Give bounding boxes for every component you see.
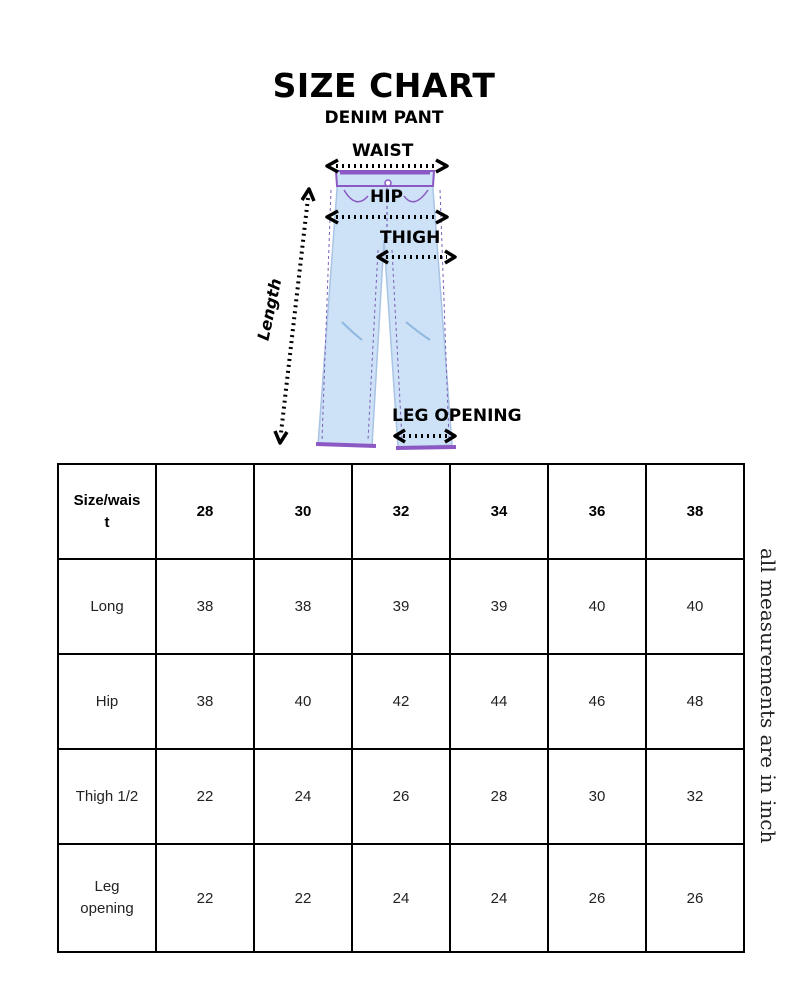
table-cell: 42 (352, 654, 450, 749)
table-row (58, 559, 744, 654)
table-cell: 38 (254, 559, 352, 654)
table-cell: 40 (254, 654, 352, 749)
header-cell: 30 (254, 464, 352, 559)
table-cell: 46 (548, 654, 646, 749)
page-title: SIZE CHART (272, 66, 496, 105)
table-cell: 22 (254, 844, 352, 952)
table-cell: 24 (450, 844, 548, 952)
table-row (58, 844, 744, 952)
length-arrow-icon (275, 189, 314, 443)
table-cell: 26 (548, 844, 646, 952)
table-cell: 24 (352, 844, 450, 952)
header-cell: 28 (156, 464, 254, 559)
table-header-row (58, 464, 744, 559)
header-cell: 32 (352, 464, 450, 559)
hip-label: HIP (370, 187, 404, 207)
table-cell: 39 (450, 559, 548, 654)
thigh-label: THIGH (380, 228, 441, 248)
header-cell: 34 (450, 464, 548, 559)
header-cell: 36 (548, 464, 646, 559)
table-cell: 26 (646, 844, 744, 952)
row-label: Thigh 1/2 (58, 749, 156, 844)
row-label: Long (58, 559, 156, 654)
header-cell: Size/waist (58, 464, 156, 559)
measurement-unit-text: all measurements are in inch (756, 548, 780, 844)
measurement-unit-note (756, 548, 780, 878)
size-chart-table (57, 463, 745, 953)
table-cell: 38 (156, 559, 254, 654)
table-cell: 40 (548, 559, 646, 654)
table-cell: 24 (254, 749, 352, 844)
header-cell: 38 (646, 464, 744, 559)
table-cell: 40 (646, 559, 744, 654)
table-cell: 30 (548, 749, 646, 844)
table-cell: 48 (646, 654, 744, 749)
table-cell: 32 (646, 749, 744, 844)
table-cell: 38 (156, 654, 254, 749)
page-subtitle: DENIM PANT (324, 108, 444, 128)
length-label: Length (253, 276, 286, 343)
table-row (58, 654, 744, 749)
table-cell: 39 (352, 559, 450, 654)
row-label: Hip (58, 654, 156, 749)
table-cell: 28 (450, 749, 548, 844)
table-cell: 44 (450, 654, 548, 749)
table-row (58, 749, 744, 844)
table-cell: 22 (156, 749, 254, 844)
waist-label: WAIST (352, 141, 414, 161)
leg-opening-label: LEG OPENING (392, 406, 522, 426)
table-cell: 26 (352, 749, 450, 844)
table-cell: 22 (156, 844, 254, 952)
row-label: Leg opening (58, 844, 156, 952)
